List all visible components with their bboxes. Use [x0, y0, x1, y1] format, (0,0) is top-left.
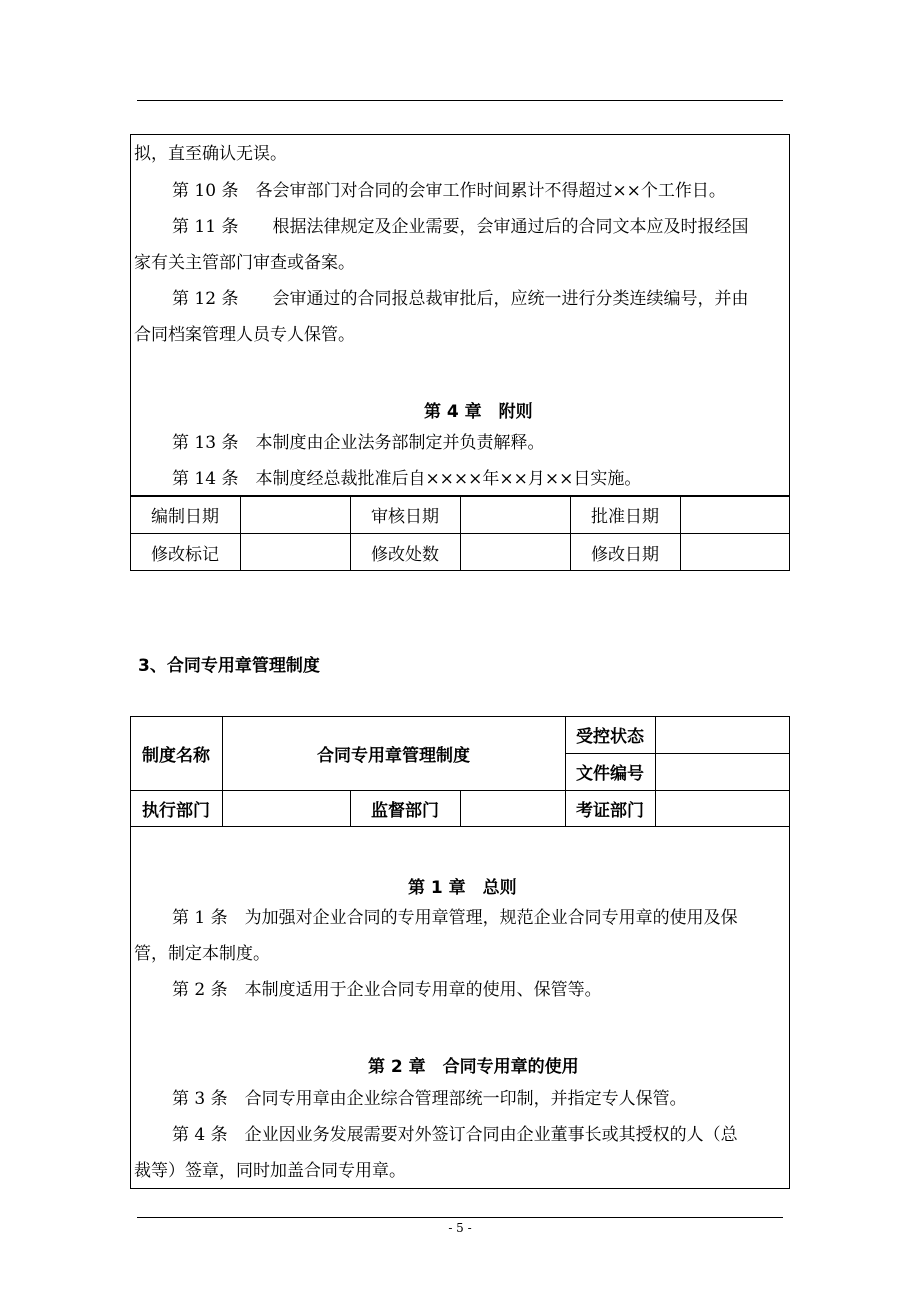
footer-rule [137, 1217, 783, 1218]
approval-table-col [240, 496, 241, 571]
chapter-2-title: 第 2 章 合同专用章的使用 [368, 1057, 579, 1077]
compile-date-label: 编制日期 [151, 507, 219, 527]
chapter-1-title: 第 1 章 总则 [408, 878, 517, 898]
header-table-col [655, 716, 656, 827]
article-11-line1: 第 11 条 根据法律规定及企业需要，会审通过后的合同文本应及时报经国 [172, 217, 749, 237]
page-number: - 5 - [448, 1221, 472, 1235]
article-14: 第 14 条 本制度经总裁批准后自××××年××月××日实施。 [172, 469, 642, 489]
article-1-line1: 第 1 条 为加强对企业合同的专用章管理，规范企业合同专用章的使用及保 [172, 908, 738, 928]
verify-dept-label: 考证部门 [576, 801, 644, 821]
supervise-dept-label: 监督部门 [371, 801, 439, 821]
article-11-line2: 家有关主管部门审查或备案。 [134, 253, 355, 273]
review-date-label: 审核日期 [371, 507, 439, 527]
article-12-line1: 第 12 条 会审通过的合同报总裁审批后，应统一进行分类连续编号，并由 [172, 289, 749, 309]
control-status-label: 受控状态 [576, 727, 644, 747]
paragraph-continuation: 拟，直至确认无误。 [134, 144, 287, 164]
approval-table-col [460, 496, 461, 571]
article-1-line2: 管，制定本制度。 [134, 944, 270, 964]
article-13: 第 13 条 本制度由企业法务部制定并负责解释。 [172, 433, 545, 453]
header-rule [137, 100, 783, 101]
policy-name-label: 制度名称 [142, 745, 210, 766]
article-4-line2: 裁等）签章，同时加盖合同专用章。 [134, 1161, 406, 1181]
section-heading: 3、合同专用章管理制度 [138, 656, 320, 676]
file-number-label: 文件编号 [576, 764, 644, 784]
approve-date-label: 批准日期 [591, 507, 659, 527]
header-table-col [460, 790, 461, 827]
approval-table-col [680, 496, 681, 571]
article-10: 第 10 条 各会审部门对合同的会审工作时间累计不得超过××个工作日。 [172, 181, 726, 201]
revision-date-label: 修改日期 [591, 544, 659, 565]
article-2: 第 2 条 本制度适用于企业合同专用章的使用、保管等。 [172, 980, 602, 1000]
revision-mark-label: 修改标记 [151, 544, 219, 565]
revision-count-label: 修改处数 [371, 544, 439, 565]
chapter-4-title: 第 4 章 附则 [424, 402, 533, 422]
article-12-line2: 合同档案管理人员专人保管。 [134, 325, 355, 345]
article-4-line1: 第 4 条 企业因业务发展需要对外签订合同由企业董事长或其授权的人（总 [172, 1125, 738, 1145]
article-3: 第 3 条 合同专用章由企业综合管理部统一印制，并指定专人保管。 [172, 1089, 687, 1109]
exec-dept-label: 执行部门 [142, 801, 210, 821]
policy-name-value: 合同专用章管理制度 [317, 745, 470, 766]
